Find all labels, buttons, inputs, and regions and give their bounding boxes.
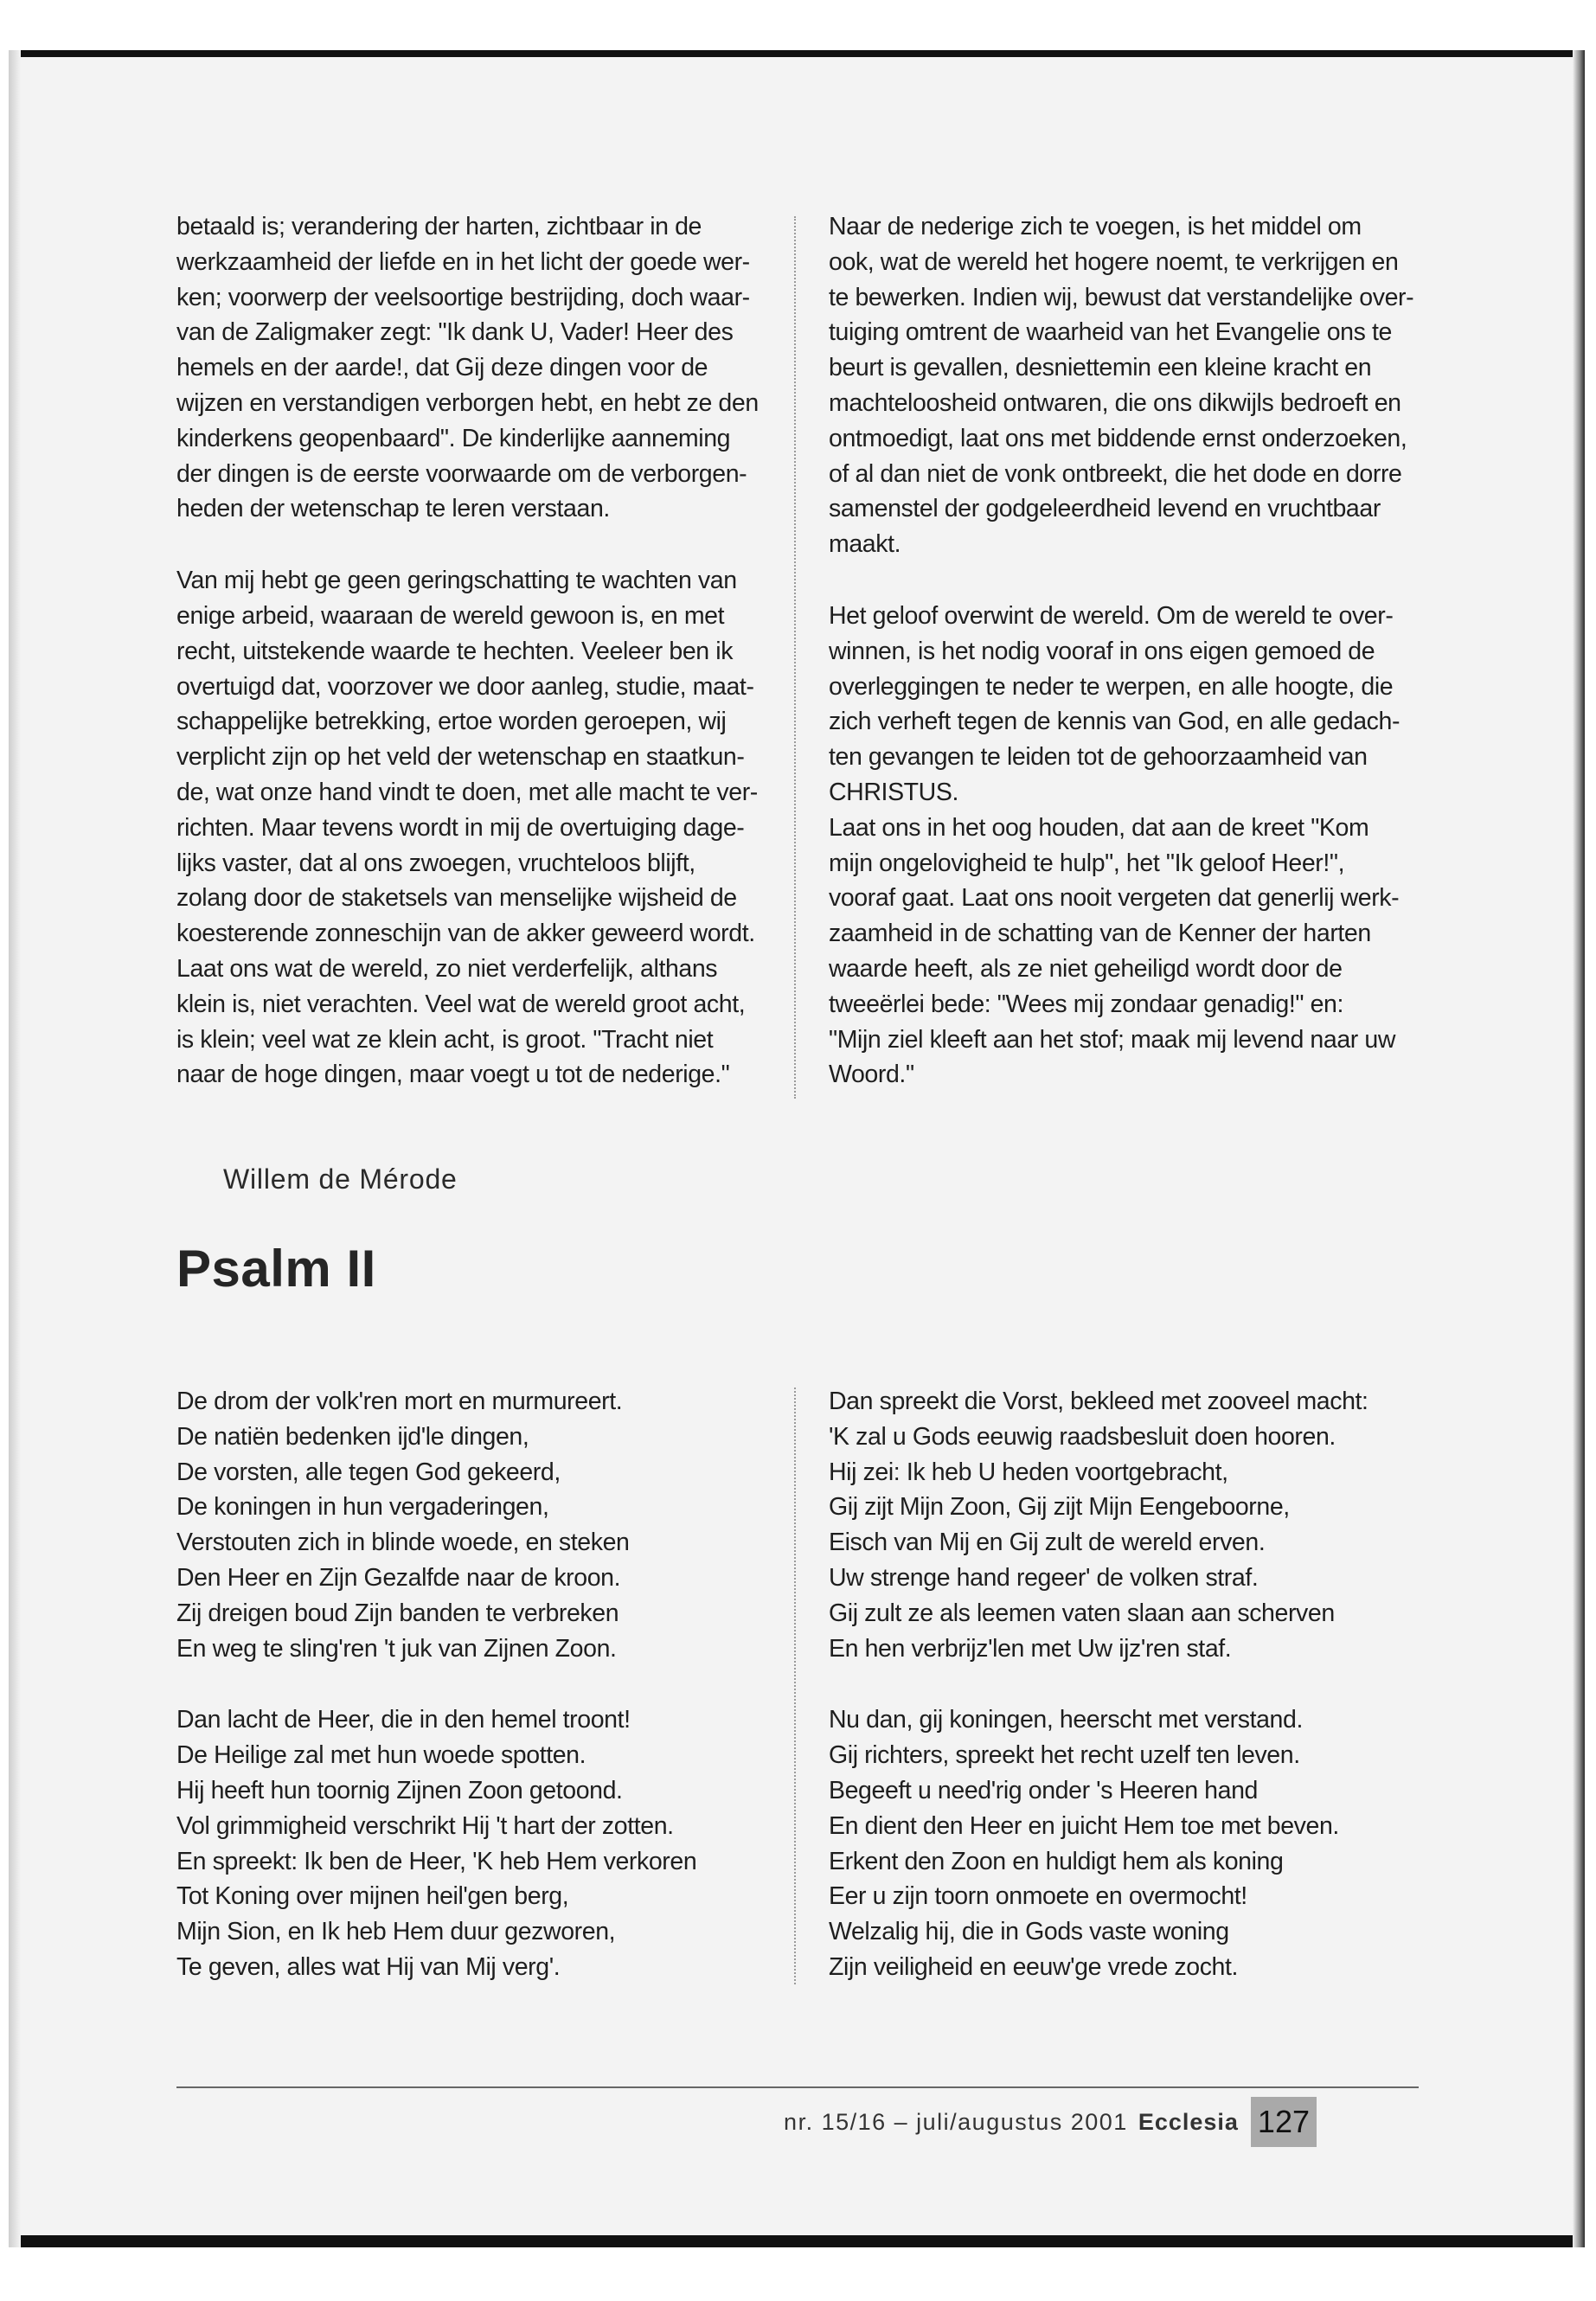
verse-line: De drom der volk'ren mort en murmureert. <box>176 1388 623 1415</box>
verse-line: Den Heer en Zijn Gezalfde naar de kroon. <box>176 1563 621 1592</box>
verse-line: Eer u zijn toorn onmoete en overmocht! <box>829 1882 1247 1911</box>
text-line: verplicht zijn op het veld der wetenschap en staatkun- <box>176 743 745 772</box>
text-line: machteloosheid ontwaren, die ons dikwijls bedroeft en <box>829 388 1401 417</box>
text-line: CHRISTUS. <box>829 778 958 806</box>
poem-left-column <box>176 1384 773 1985</box>
text-line: Van mij hebt ge geen geringschatting te wachten van <box>176 567 737 595</box>
poem-author: Willem de Mérode <box>223 1163 458 1195</box>
poem-column-divider <box>794 1388 796 1984</box>
text-line: koesterende zonneschijn van de akker geweerd wordt. <box>176 920 755 948</box>
text-line: recht, uitstekende waarde te hechten. Veeleer ben ik <box>176 637 734 665</box>
article-column-divider <box>794 216 796 1099</box>
article-left-column <box>176 209 773 1093</box>
verse-line: De natiën bedenken ijd'le dingen, <box>176 1422 529 1451</box>
block-gap <box>176 1666 773 1702</box>
verse-line: Dan spreekt die Vorst, bekleed met zooveel macht: <box>829 1388 1368 1415</box>
text-line: beurt is gevallen, desniettemin een kleine kracht en <box>829 354 1372 382</box>
text-line: richten. Maar tevens wordt in mij de overtuiging dage- <box>176 813 745 842</box>
text-line: ook, wat de wereld het hogere noemt, te verkrijgen en <box>829 247 1399 276</box>
verse-line: Begeeft u need'rig onder 's Heeren hand <box>829 1776 1258 1804</box>
text-line: Laat ons wat de wereld, zo niet verderfelijk, althans <box>176 954 718 983</box>
verse-line: Erkent den Zoon en huldigt hem als koning <box>829 1847 1284 1875</box>
poem-right-column <box>829 1384 1426 1985</box>
text-line: Het geloof overwint de wereld. Om de wereld te over- <box>829 601 1394 630</box>
page-left-edge <box>9 50 21 2247</box>
article-right-column <box>829 209 1426 1093</box>
verse-line: De Heilige zal met hun woede spotten. <box>176 1741 586 1770</box>
text-line: tweeërlei bede: "Wees mij zondaar genadig!" en: <box>829 990 1344 1018</box>
article-paragraph <box>176 563 773 1093</box>
article-paragraph <box>176 209 773 527</box>
verse-line: En hen verbrijz'len met Uw ijz'ren staf. <box>829 1634 1232 1663</box>
verse-line: En weg te sling'ren 't juk van Zijnen Zoon. <box>176 1634 617 1663</box>
text-line: schappelijke betrekking, ertoe worden geroepen, wij <box>176 708 727 736</box>
verse-line: En dient den Heer en juicht Hem toe met beven. <box>829 1811 1339 1840</box>
text-line: winnen, is het nodig vooraf in ons eigen gemoed de <box>829 637 1375 665</box>
text-line: klein is, niet verachten. Veel wat de wereld groot acht, <box>176 990 746 1018</box>
verse-line: Gij richters, spreekt het recht uzelf ten leven. <box>829 1741 1300 1770</box>
verse-line: Gij zijt Mijn Zoon, Gij zijt Mijn Eengeboorne, <box>829 1493 1290 1522</box>
verse-line: De vorsten, alle tegen God gekeerd, <box>176 1458 561 1486</box>
verse-line: Hij zei: Ik heb U heden voortgebracht, <box>829 1458 1228 1486</box>
text-line: de, wat onze hand vindt te doen, met alle macht te ver- <box>176 778 758 806</box>
verse-line: Tot Koning over mijnen heil'gen berg, <box>176 1882 569 1911</box>
verse-line: Mijn Sion, en Ik heb Hem duur gezworen, <box>176 1918 616 1946</box>
block-gap <box>829 562 1426 599</box>
verse-line: Zij dreigen boud Zijn banden te verbreken <box>176 1599 619 1627</box>
text-line: zolang door de staketsels van menselijke wijsheid de <box>176 884 737 913</box>
text-line: Naar de nederige zich te voegen, is het middel om <box>829 213 1362 240</box>
verse-line: Vol grimmigheid verschrikt Hij 't hart der zotten. <box>176 1811 674 1840</box>
verse-line: Zijn veiligheid en eeuw'ge vrede zocht. <box>829 1952 1239 1981</box>
poem-stanza <box>829 1384 1426 1666</box>
text-line: lijks vaster, dat al ons zwoegen, vruchteloos blijft, <box>176 849 695 877</box>
verse-line: 'K zal u Gods eeuwig raadsbesluit doen hooren. <box>829 1422 1336 1451</box>
text-line: of al dan niet de vonk ontbreekt, die het dode en dorre <box>829 459 1402 488</box>
text-line: hemels en der aarde!, dat Gij deze dingen voor de <box>176 354 708 382</box>
text-line: waarde heeft, als ze niet geheiligd wordt door de <box>829 954 1343 983</box>
text-line: wijzen en verstandigen verborgen hebt, en hebt ze den <box>176 388 759 417</box>
poem-title: Psalm II <box>176 1240 376 1298</box>
journal-name: Ecclesia <box>1138 2108 1239 2135</box>
text-line: ken; voorwerp der veelsoortige bestrijding, doch waar- <box>176 283 750 311</box>
article-paragraph <box>829 599 1426 1093</box>
page-number: 127 <box>1251 2097 1317 2147</box>
verse-line: Welzalig hij, die in Gods vaste woning <box>829 1918 1229 1946</box>
verse-line: Dan lacht de Heer, die in den hemel troont! <box>176 1706 631 1734</box>
text-line: van de Zaligmaker zegt: "Ik dank U, Vader! Heer des <box>176 318 734 347</box>
text-line: "Mijn ziel kleeft aan het stof; maak mij levend naar uw <box>829 1025 1396 1054</box>
text-line: zich verheft tegen de kennis van God, en alle gedach- <box>829 708 1401 736</box>
text-line: Woord." <box>829 1061 914 1089</box>
text-line: tuiging omtrent de waarheid van het Evangelie ons te <box>829 318 1392 347</box>
text-line: naar de hoge dingen, maar voegt u tot de nederige." <box>176 1061 730 1089</box>
text-line: maakt. <box>829 530 901 559</box>
block-gap <box>176 527 773 563</box>
text-line: overtuigd dat, voorzover we door aanleg, studie, maat- <box>176 672 754 701</box>
text-line: ten gevangen te leiden tot de gehoorzaamheid van <box>829 743 1368 772</box>
article-paragraph <box>829 209 1426 562</box>
text-line: ontmoedigt, laat ons met biddende ernst onderzoeken, <box>829 424 1407 452</box>
verse-line: Te geven, alles wat Hij van Mij verg'. <box>176 1952 561 1981</box>
page-footer <box>784 2097 1317 2147</box>
text-line: enige arbeid, waaraan de wereld gewoon is, en met <box>176 601 725 630</box>
text-line: te bewerken. Indien wij, bewust dat verstandelijke over- <box>829 283 1414 311</box>
verse-line: En spreekt: Ik ben de Heer, 'K heb Hem verkoren <box>176 1847 697 1875</box>
issue-info: nr. 15/16 – juli/augustus 2001 <box>784 2108 1128 2135</box>
text-line: werkzaamheid der liefde en in het licht der goede wer- <box>176 247 750 276</box>
text-line: mijn ongelovigheid te hulp", het "Ik geloof Heer!", <box>829 849 1345 877</box>
text-line: heden der wetenschap te leren verstaan. <box>176 495 610 523</box>
text-line: betaald is; verandering der harten, zichtbaar in de <box>176 213 702 240</box>
text-line: Laat ons in het oog houden, dat aan de kreet "Kom <box>829 813 1369 842</box>
text-line: zaamheid in de schatting van de Kenner der harten <box>829 920 1371 948</box>
verse-line: Gij zult ze als leemen vaten slaan aan scherven <box>829 1599 1335 1627</box>
verse-line: Nu dan, gij koningen, heerscht met verstand. <box>829 1706 1303 1734</box>
text-line: is klein; veel wat ze klein acht, is groot. "Tracht niet <box>176 1025 714 1054</box>
footer-rule <box>176 2086 1419 2088</box>
verse-line: Verstouten zich in blinde woede, en steken <box>176 1529 630 1557</box>
page-right-edge <box>1573 50 1585 2247</box>
verse-line: Eisch van Mij en Gij zult de wereld erven. <box>829 1529 1266 1557</box>
text-line: der dingen is de eerste voorwaarde om de verborgen- <box>176 459 747 488</box>
verse-line: De koningen in hun vergaderingen, <box>176 1493 549 1522</box>
block-gap <box>829 1666 1426 1702</box>
verse-line: Uw strenge hand regeer' de volken straf. <box>829 1563 1259 1592</box>
text-line: vooraf gaat. Laat ons nooit vergeten dat generlij werk- <box>829 884 1400 913</box>
text-line: overleggingen te neder te werpen, en alle hoogte, die <box>829 672 1394 701</box>
poem-stanza <box>829 1702 1426 1984</box>
text-line: kinderkens geopenbaard". De kinderlijke aanneming <box>176 424 731 452</box>
poem-stanza <box>176 1702 773 1984</box>
verse-line: Hij heeft hun toornig Zijnen Zoon getoond. <box>176 1776 623 1804</box>
text-line: samenstel der godgeleerdheid levend en vruchtbaar <box>829 495 1381 523</box>
poem-stanza <box>176 1384 773 1666</box>
